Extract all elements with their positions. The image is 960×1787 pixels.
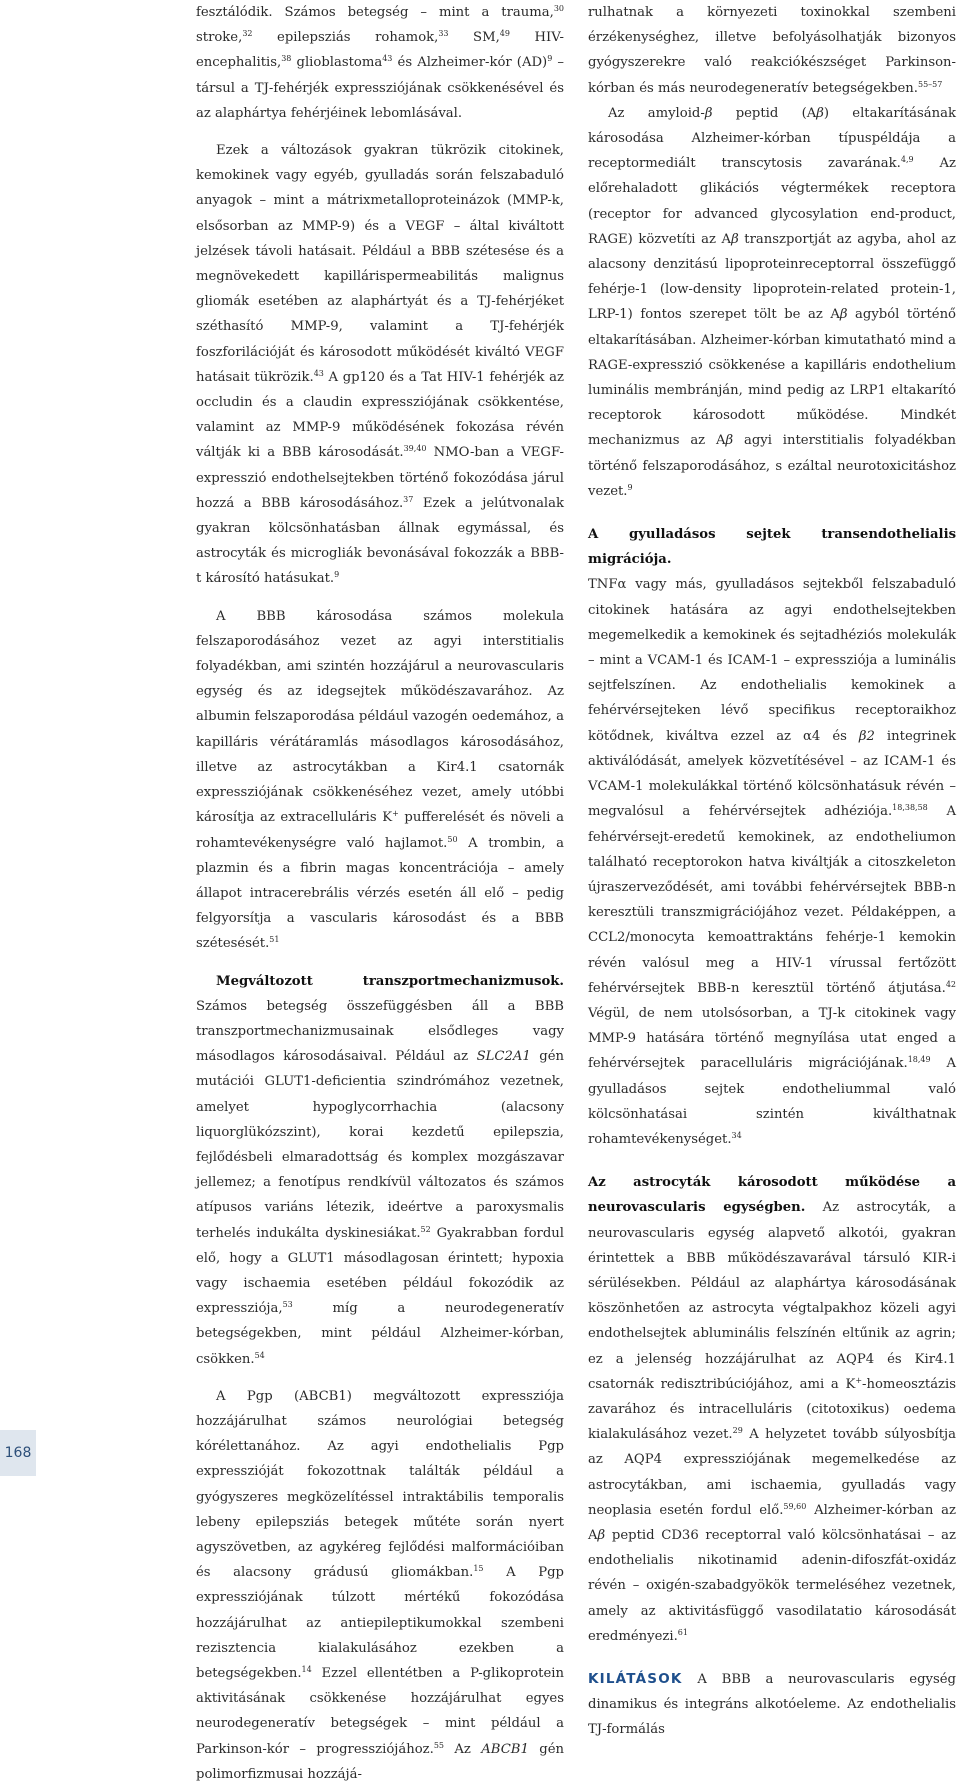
greek-letter: β [731, 231, 739, 247]
text-run: A Pgp (ABCB1) megváltozott expressziója hozzájárulhat számos neurológiai betegség kórélettanához. Az agyi endothelialis Pgp expresszióját fokozottnak találták például a gyógyszeres megközelítéssel intraktábilis temporalis lebeny epilepsziás betegek műtéte során nyert agyszövetben, az agykéreg fejlődési malformációiban és alacsony grádusú gliomákban. [196, 1388, 564, 1581]
text-run: peptid CD36 receptorral való kölcsönhatásai – az endothelialis nikotinamid adenin-difoszfát-oxidáz révén – oxigén-szabadgyökök termeléséhez vezetnek, amely az aktivitásfüggő vasodilatatio károsodását eredményezi. [588, 1527, 956, 1644]
section-heading: A gyulladásos sejtek transendothelialis migrációja. [588, 527, 956, 568]
section-heading: Megváltozott transzportmechanizmusok. [216, 973, 564, 989]
text-run: TNFα vagy más, gyulladásos sejtekből felszabaduló citokinek hatására az agyi endothelsejtekben megemelkedik a kemokinek és sejtadhéziós molekulák – mint a VCAM-1 és ICAM-1 – expressziója a luminális sejtfelszínen. Az endothelialis kemokinek a fehérvérsejteken lévő specifikus receptoraikhoz kötődnek, kiváltva ezzel az α4 és [588, 577, 956, 744]
greek-letter: β [816, 105, 824, 121]
text-run: – társul a TJ-fehérjék expressziójának csökkenésével és az alaphártya fehérjéinek lebomlásával. [196, 55, 564, 121]
citation: 51 [269, 935, 280, 945]
text-run: ) eltakarításának károsodása Alzheimer-kórban típuspéldája a receptormediált transcytosis zavarának. [588, 105, 956, 172]
citation: 29 [732, 1426, 743, 1436]
citation: 33 [438, 29, 449, 39]
paragraph-left-5 [196, 1384, 564, 1787]
citation: 18,49 [907, 1055, 931, 1065]
text-run: pufferelését és növeli a rohamtevékenységre való hajlamot. [196, 810, 564, 851]
text-run: Az előrehaladott glikációs végtermékek receptora (receptor for advanced glycosylation end-product, RAGE) közvetíti az A [588, 156, 956, 247]
paragraph-left-2 [196, 138, 564, 592]
text-run: Ezzel ellentétben a P-glikoprotein aktivitásának csökkenése hozzájárulhat egyes neurodegeneratív betegségek – mint például a Parkinson-kór – progressziójához. [196, 1666, 564, 1757]
text-run: transzportját az agyba, ahol az alacsony denzitású lipoproteinreceptorral összefüggő fehérje-1 (low-density lipoprotein-related protein-1, LRP-1) fontos szerepet tölt be az A [588, 231, 956, 323]
text-run: Számos betegség összefüggésben áll a BBB transzportmechanizmusainak elsődleges vagy másodlagos károsodásaival. Például az [196, 998, 564, 1065]
citation: 34 [731, 1130, 742, 1140]
text-run: fesztálódik. Számos betegség – mint a trauma, [196, 5, 554, 20]
citation: 32 [242, 29, 253, 39]
paragraph-left-4 [196, 969, 564, 1372]
citation: 30 [553, 4, 564, 13]
citation: 9 [334, 570, 340, 580]
citation: 43 [382, 54, 393, 64]
paragraph-right-2 [588, 101, 956, 504]
text-run: epilepsziás rohamok, [252, 30, 439, 46]
section-heading: Az astrocyták károsodott működése a neurovascularis egységben. [588, 1175, 956, 1216]
greek-letter: β [839, 307, 848, 323]
gene-name: SLC2A1 [476, 1049, 531, 1065]
paragraph-left-1 [196, 0, 564, 126]
greek-letter: β [704, 105, 713, 121]
citation: 55–57 [918, 79, 943, 89]
text-run: A trombin, a plazmin és a fibrin magas koncentrációja – amely állapot intracerebrális vérzés esetén áll elő – pedig felgyorsítja a vascularis károsodást és a BBB szétesését. [196, 835, 565, 952]
citation: 39,40 [403, 444, 427, 454]
text-run: A helyzetet tovább súlyosbítja az AQP4 expressziójának megemelkedése az astrocytákban, ami ischaemia, gyulladás vagy neoplasia esetén fordul elő. [588, 1427, 956, 1518]
paragraph-right-3 [588, 572, 956, 1152]
right-column [588, 0, 956, 1743]
citation: 59,60 [783, 1501, 807, 1511]
paragraph-right-1 [588, 0, 956, 101]
text-run: rulhatnak a környezeti toxinokkal szembeni érzékenységhez, illetve befolyásolhatják bizonyos gyógyszerekre való reakciókészséget Parkinson-kórban és más neurodegeneratív betegségekben. [588, 5, 956, 96]
text-run: Gyakrabban fordul elő, hogy a GLUT1 másodlagosan érintett; hypoxia vagy ischaemia esetében például fokozódik az expressziója, [196, 1225, 564, 1317]
citation: 50 [447, 834, 458, 844]
citation: 14 [301, 1665, 312, 1674]
text-run: Ezek a jelútvonalak gyakran kölcsönhatásban állnak egymással, és astrocyták és microgliák bevonásával fokozzák a BBB-t károsító hatásukat. [196, 495, 565, 587]
paragraph-right-3-heading [588, 522, 956, 572]
citation: 53 [282, 1300, 293, 1310]
left-column [196, 0, 564, 1787]
section-heading-outlook: KILÁTÁSOK [588, 1671, 683, 1687]
text-run: A Pgp expressziójának túlzott mértékű fokozódása hozzájárulhat az antiepileptikumokkal szembeni rezisztencia kialakulásához ezekben a betegségekben. [196, 1565, 564, 1681]
citation: 61 [677, 1627, 688, 1637]
text-run: agyból történő eltakarításában. Alzheimer-kórban kimutatható mind a RAGE-expresszió csökkenése a kapilláris endothelium luminális membránján, mind pedig az LRP1 eltakarító receptorok károsodott működése. Mindkét mechanizmus az A [588, 307, 957, 449]
citation: 9 [627, 482, 633, 492]
superscript: + [392, 809, 399, 819]
text-run: A gyulladásos sejtek endotheliummal való kölcsönhatásai szintén kiválthatnak rohamtevékenységet. [588, 1056, 956, 1147]
text-run: Az [444, 1741, 482, 1757]
text-run: Végül, de nem utolsósorban, a TJ-k citokinek vagy MMP-9 hatására történő megnyílása utat enged a fehérvérsejtek paracelluláris migrációjának. [588, 1005, 956, 1072]
citation: 49 [499, 29, 510, 39]
text-run: HIV-encephalitis, [196, 30, 564, 71]
text-run: A fehérvérsejt-eredetű kemokinek, az endotheliumon található receptorokon hatva kiváltják a citoszkeleton újraszerveződését, ami további fehérvérsejtek BBB-n keresztüli transzmigrációjához vezet. Példaképpen, a CCL2/monocyta kemoattraktáns fehérje-1 kemokin révén valósul meg a HIV-1 vírussal fertőzött fehérvérsejtek BBB-n keresztül történő átjutása. [588, 804, 956, 996]
text-run: A BBB a neurovascularis egység dinamikus és integráns alkotóeleme. Az endothelialis TJ-formálás [588, 1672, 956, 1738]
paragraph-right-5 [588, 1667, 956, 1743]
text-run: Az amyloid- [608, 105, 705, 121]
citation: 15 [473, 1564, 484, 1574]
citation: 54 [254, 1350, 265, 1360]
citation: 52 [420, 1224, 431, 1234]
text-run: míg a neurodegeneratív betegségekben, mint például Alzheimer-kórban, csökken. [196, 1301, 564, 1367]
paragraph-left-3 [196, 604, 564, 957]
text-run: A BBB károsodása számos molekula felszaporodásához vezet az agyi interstitialis folyadékban, ami szintén hozzájárul a neurovascularis egység és az idegsejtek működészavarához. Az albumin felszaporodása például vazogén oedemához, a kapilláris vérátáramlás másodlagos károsodásához, illetve az astrocytákban a Kir4.1 csatornák expressziójának csökkenéséhez vezet, amely utóbbi károsítja az extracelluláris K [196, 608, 564, 826]
superscript: + [855, 1375, 863, 1385]
text-run: peptid (A [712, 105, 817, 121]
citation: 37 [403, 494, 414, 504]
text-run: stroke, [196, 30, 243, 46]
text-run: Az astrocyták, a neurovascularis egység alapvető alkotói, gyakran érintettek a BBB működészavarával társuló KIR-i sérülésekben. Például az alaphártya károsodásának köszönhetően az astrocyta végtalpakhoz közeli agyi endothelsejtek abluminális felszínén eltűnik az agrin; ez a jelenség hozzájárulhat az AQP4 és Kir4.1 csatornák redisztribúciójához, ami a K [588, 1200, 957, 1392]
text-run: NMO-ban a VEGF-expresszió endothelsejtekben történő fokozódása járul hozzá a BBB károsodásához. [196, 445, 564, 511]
text-run: Alzheimer-kórban az A [588, 1502, 956, 1543]
greek-letter: β2 [858, 728, 875, 744]
greek-letter: β [597, 1527, 606, 1543]
text-run: integrinek aktiválódását, amelyek közvetítésével – az ICAM-1 és VCAM-1 molekulákkal történő kölcsönhatásuk révén – megvalósul a fehérvérsejtek adhéziója. [588, 728, 956, 820]
citation: 43 [313, 368, 324, 378]
citation: 55 [433, 1740, 444, 1750]
citation: 4,9 [900, 155, 914, 165]
citation: 42 [945, 979, 956, 989]
text-run: agyi interstitialis folyadékban történő felszaporodásához, s ezáltal neurotoxicitáshoz vezet. [588, 433, 956, 499]
text-run: és Alzheimer-kór (AD) [392, 55, 548, 71]
text-run: Ezek a változások gyakran tükrözik citokinek, kemokinek vagy egyéb, gyulladás során felszabaduló anyagok – mint a mátrixmetalloproteinázok (MMP-k, elsősorban az MMP-9) és a VEGF – által kiváltott jelzések távoli hatásait. Például a BBB szétesése és a megnövekedett kapillárispermeabilitás malignus gliomák esetében az alaphártyát és a TJ-fehérjéket széthasító MMP-9, valamint a TJ-fehérjék foszforilációját és károsodott működését kiváltó VEGF hatásait tükrözik. [196, 143, 564, 385]
gene-name: ABCB1 [481, 1741, 529, 1757]
citation: 38 [281, 54, 292, 64]
text-run: gén mutációi GLUT1-deficientia szindrómához vezetnek, amelyet hypoglycorrhachia (alacsony liquorglükózszint), korai kezdetű epilepszia, fejlődésbeli elmaradottság és komplex mozgászavar jellemez; a fenotípus rendkívül változatos és számos atípusos variáns létezik, ideértve a paroxysmalis terhelés indukálta dyskinesiákat. [196, 1049, 564, 1241]
citation: 18,38,58 [892, 803, 928, 813]
text-run: -homeosztázis zavarához és intracelluláris (citotoxikus) oedema kialakulásához vezet. [588, 1376, 956, 1443]
text-run: glioblastoma [291, 55, 383, 71]
paragraph-right-4 [588, 1170, 956, 1649]
citation: 9 [547, 54, 553, 64]
text-run: SM, [448, 30, 500, 46]
page-number: 168 [0, 1430, 36, 1476]
greek-letter: β [725, 433, 734, 449]
text-run: gén polimorfizmusai hozzájá- [196, 1741, 565, 1782]
text-run: A gp120 és a Tat HIV-1 fehérjék az occludin és a claudin expressziójának csökkentése, valamint az MMP-9 működésének fokozása révén váltják ki a BBB károsodását. [196, 369, 564, 461]
